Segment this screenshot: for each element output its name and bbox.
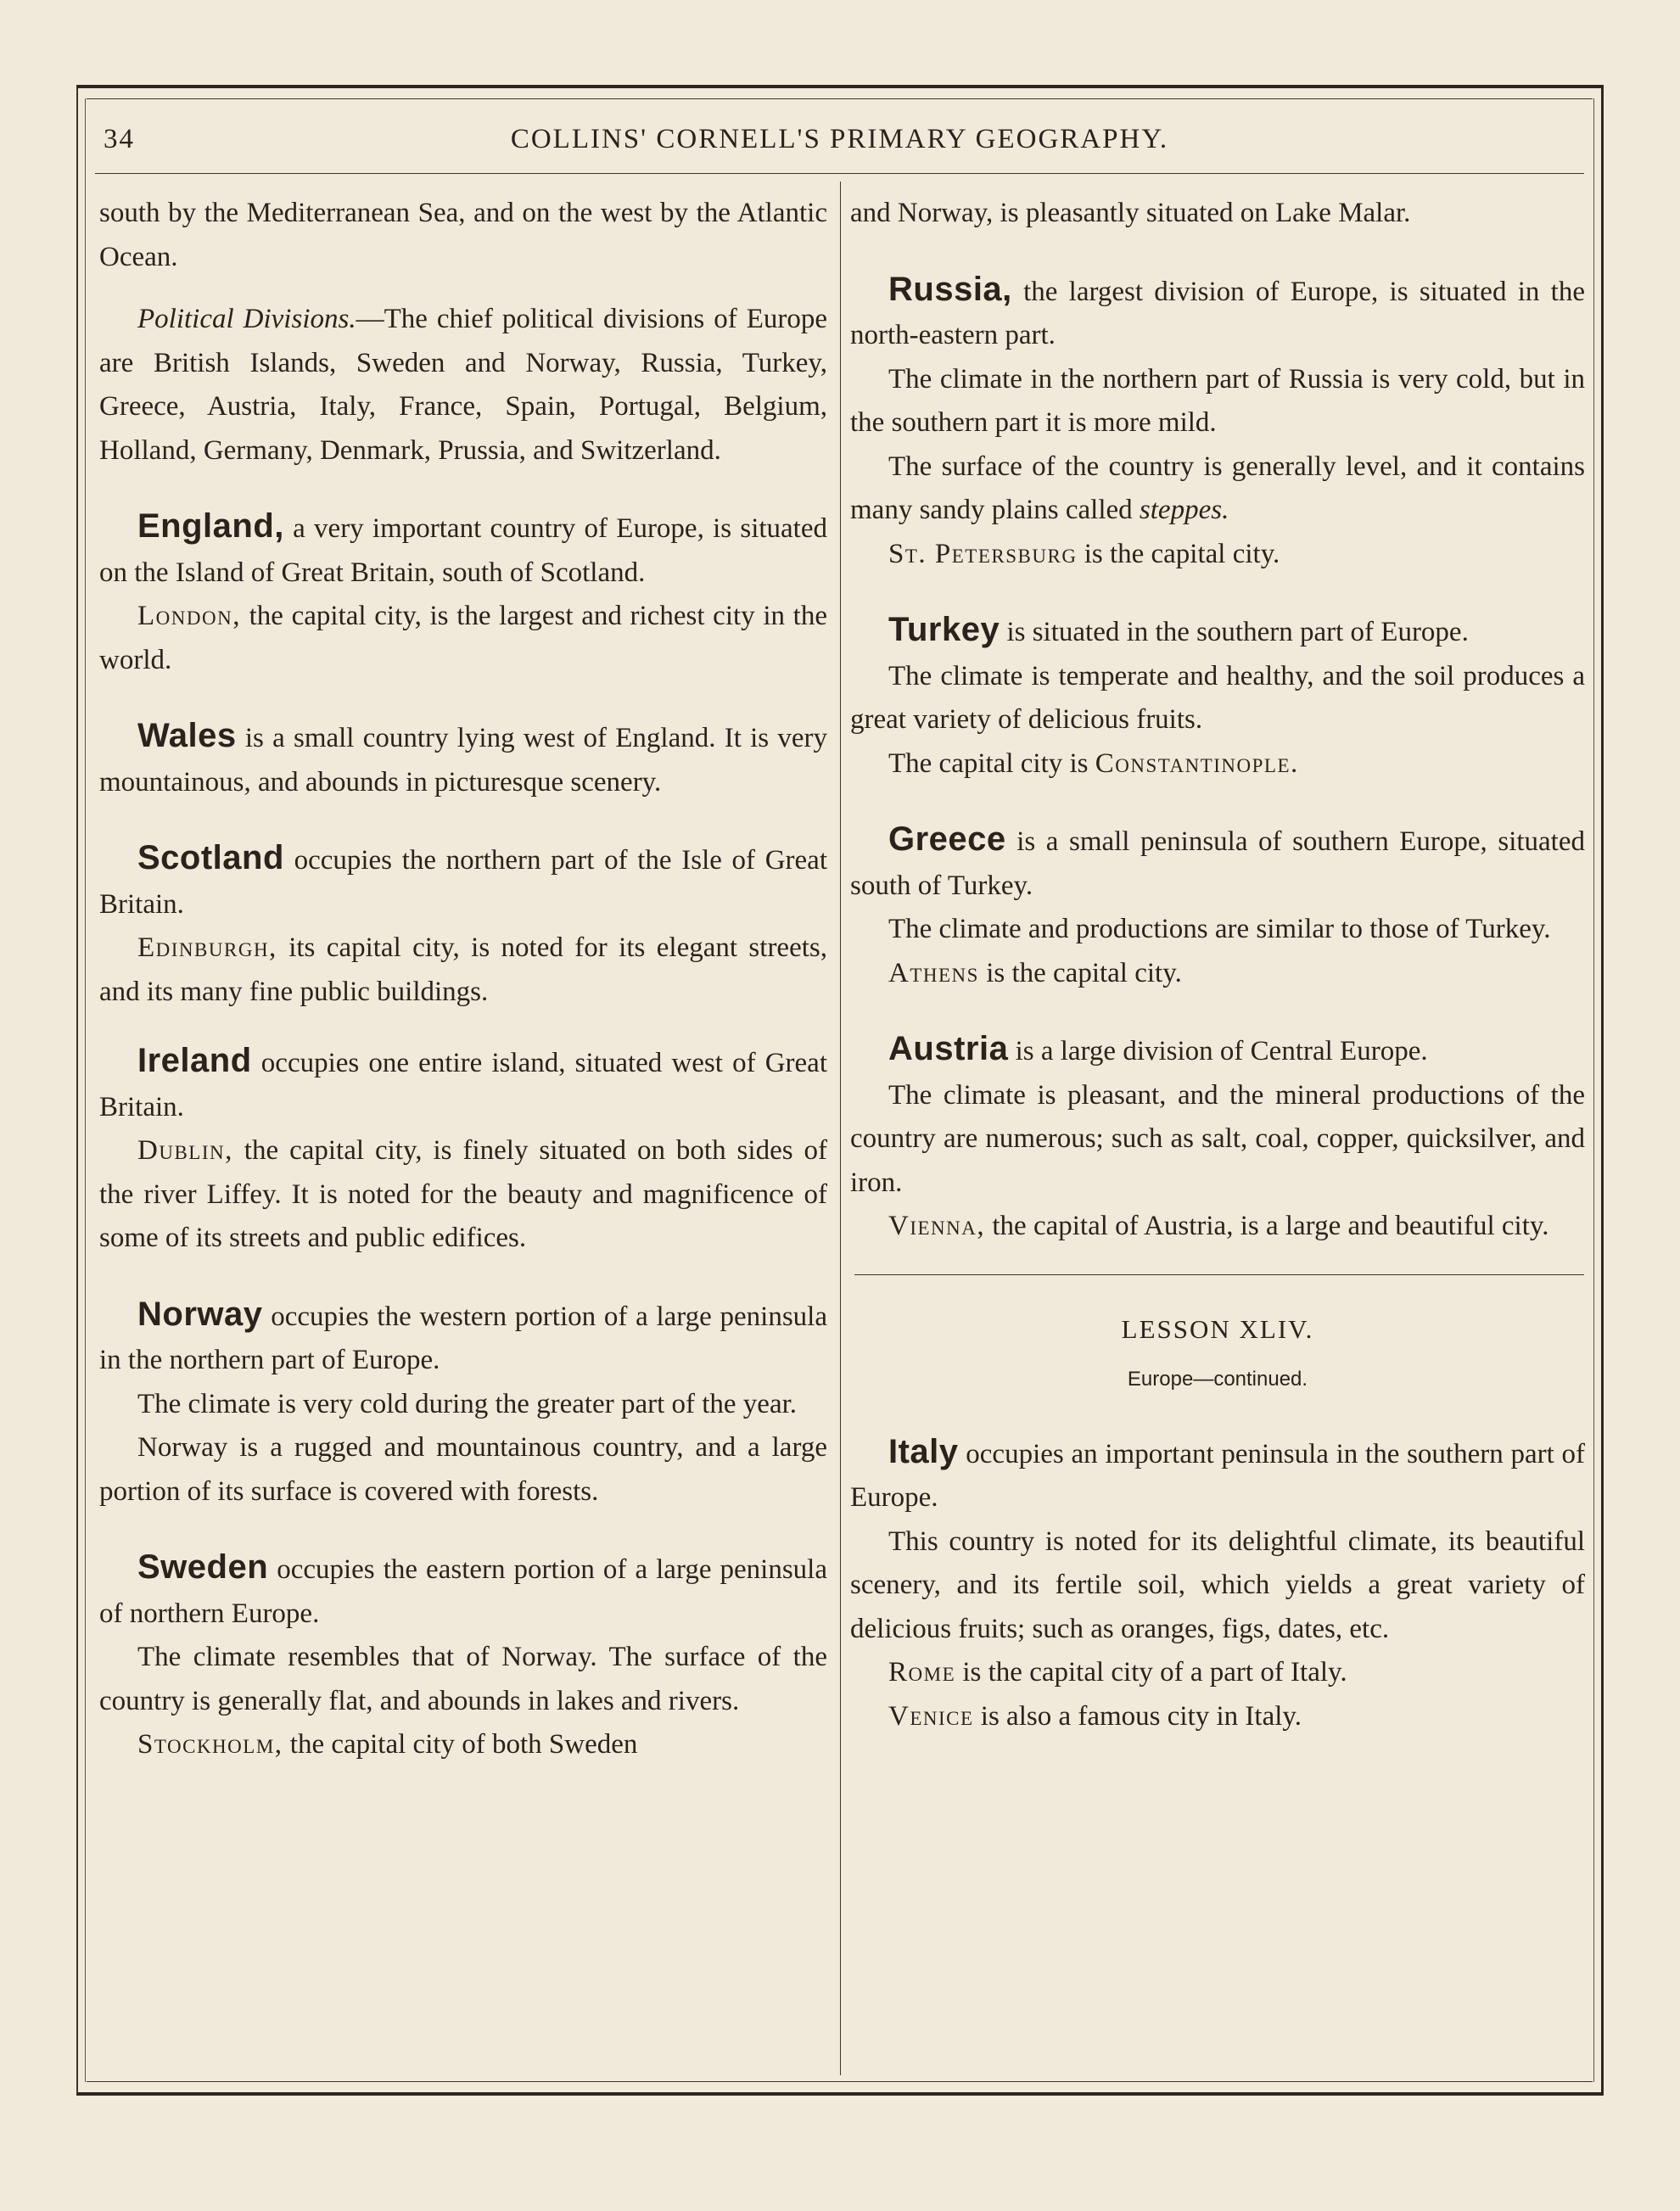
political-divisions-text: —The chief political divisions of Europe are British Islands, Sweden and Norway, Russia, Turkey, Greece, Austria, Italy, France, Spain, Portugal, Belgium, Holland, Germany, Denmark, Prussia, and Switzerland.	[99, 304, 827, 466]
st-petersburg-text: is the capital city.	[1077, 538, 1280, 569]
ireland-heading: Ireland	[137, 1042, 252, 1079]
wales-paragraph	[99, 714, 827, 804]
vienna-paragraph	[850, 1205, 1585, 1249]
turkey-capital-text: The capital city is	[888, 747, 1095, 779]
page-frame	[76, 85, 1604, 2096]
vienna-name: Vienna,	[888, 1211, 986, 1241]
sweden-text: occupies the eastern portion of a large peninsula of northern Europe.	[99, 1554, 827, 1629]
turkey-capital-paragraph	[850, 742, 1585, 786]
london-paragraph	[99, 595, 827, 682]
page-header	[78, 124, 1601, 166]
frame-inner-rule-bottom	[87, 2081, 1593, 2082]
rome-text: is the capital city of a part of Italy.	[955, 1657, 1347, 1688]
athens-name: Athens	[888, 957, 979, 988]
running-title: COLLINS' CORNELL'S PRIMARY GEOGRAPHY.	[510, 124, 1169, 154]
italy-heading: Italy	[888, 1432, 959, 1470]
right-column	[850, 192, 1585, 1738]
dublin-name: Dublin,	[137, 1135, 233, 1166]
greece-text: is a small peninsula of southern Europe, situated south of Turkey.	[850, 826, 1585, 901]
russia-text: the largest division of Europe, is situated in the north-eastern part.	[850, 276, 1585, 350]
rome-paragraph	[850, 1651, 1585, 1695]
lesson-subtitle: Europe—continued.	[1127, 1368, 1308, 1391]
italy-text: occupies an important peninsula in the southern part of Europe.	[850, 1438, 1585, 1513]
venice-paragraph	[850, 1695, 1585, 1739]
austria-paragraph	[850, 1027, 1585, 1074]
header-rule	[95, 173, 1584, 174]
sweden-heading: Sweden	[137, 1548, 269, 1586]
left-column	[99, 192, 827, 1767]
dublin-paragraph	[99, 1129, 827, 1261]
page-number: 34	[104, 124, 135, 154]
wales-heading: Wales	[137, 717, 237, 754]
ireland-paragraph	[99, 1039, 827, 1129]
scotland-text: occupies the northern part of the Isle of Great Britain.	[99, 845, 827, 920]
vienna-text: the capital of Austria, is a large and beautiful city.	[985, 1211, 1549, 1241]
england-text: a very important country of Europe, is situated on the Island of Great Britain, south of Scotland.	[99, 513, 827, 588]
dublin-text: the capital city, is finely situated on both sides of the river Liffey. It is noted for the beauty and magnificence of some of its streets and public edifices.	[99, 1135, 827, 1253]
norway-surface-paragraph: Norway is a rugged and mountainous country, and a large portion of its surface is covered with forests.	[99, 1432, 827, 1507]
russia-paragraph	[850, 268, 1585, 358]
st-petersburg-paragraph	[850, 533, 1585, 577]
column-divider	[840, 182, 841, 2075]
steppes-term: steppes.	[1139, 495, 1229, 525]
paragraph: south by the Mediterranean Sea, and on the west by the Atlantic Ocean.	[99, 198, 827, 272]
scotland-heading: Scotland	[137, 839, 284, 876]
lesson-title: LESSON XLIV.	[1121, 1313, 1314, 1344]
sweden-climate-paragraph: The climate resembles that of Norway. The surface of the country is generally flat, and abounds in lakes and rivers.	[99, 1642, 827, 1716]
london-name: London,	[137, 601, 241, 631]
edinburgh-paragraph	[99, 926, 827, 1014]
frame-inner-rule-left	[85, 98, 86, 2082]
italy-climate-paragraph: This country is noted for its delightful climate, its beautiful scenery, and its fertile soil, which yields a great variety of delicious fruits; such as oranges, figs, dates, etc.	[850, 1525, 1585, 1644]
political-divisions-label: Political Divisions.	[137, 304, 356, 334]
norway-heading: Norway	[137, 1295, 263, 1333]
austria-climate-paragraph: The climate is pleasant, and the mineral productions of the country are numerous; such as salt, coal, copper, quicksilver, and iron.	[850, 1079, 1585, 1198]
italy-paragraph	[850, 1430, 1585, 1520]
england-heading: England,	[137, 507, 284, 545]
edinburgh-text: its capital city, is noted for its elegant streets, and its many fine public buildings.	[99, 932, 827, 1007]
section-separator	[854, 1274, 1584, 1275]
stockholm-text: the capital city of both Sweden	[283, 1729, 638, 1760]
athens-text: is the capital city.	[978, 957, 1182, 988]
ireland-text: occupies one entire island, situated west of Great Britain.	[99, 1048, 827, 1122]
wales-text: is a small country lying west of England. It is very mountainous, and abounds in picturesque scenery.	[99, 723, 827, 798]
political-divisions-paragraph	[99, 298, 827, 473]
stockholm-name: Stockholm,	[137, 1729, 283, 1760]
austria-heading: Austria	[888, 1030, 1009, 1067]
rome-name: Rome	[888, 1657, 956, 1688]
constantinople-name: Constantinople.	[1095, 747, 1299, 779]
sweden-paragraph	[99, 1546, 827, 1636]
continued-paragraph: and Norway, is pleasantly situated on Lake Malar.	[850, 198, 1411, 228]
norway-climate-paragraph: The climate is very cold during the greater part of the year.	[137, 1388, 798, 1419]
frame-inner-rule-top	[87, 98, 1593, 99]
frame-inner-rule-right	[1593, 98, 1594, 2082]
russia-surface-paragraph	[850, 445, 1585, 533]
russia-surface-text: The surface of the country is generally level, and it contains many sandy plains called	[850, 451, 1585, 525]
greece-heading: Greece	[888, 820, 1006, 858]
norway-paragraph	[99, 1293, 827, 1383]
london-text: the capital city, is the largest and richest city in the world.	[99, 601, 827, 675]
venice-name: Venice	[888, 1700, 974, 1732]
scotland-paragraph	[99, 837, 827, 926]
turkey-paragraph	[850, 608, 1585, 655]
venice-text: is also a famous city in Italy.	[973, 1700, 1302, 1732]
st-petersburg-name: St. Petersburg	[888, 538, 1078, 569]
turkey-heading: Turkey	[888, 611, 1000, 648]
edinburgh-name: Edinburgh,	[137, 932, 277, 963]
russia-heading: Russia,	[888, 270, 1012, 308]
russia-climate-paragraph: The climate in the northern part of Russia is very cold, but in the southern part it is more mild.	[850, 363, 1585, 438]
greece-climate-paragraph: The climate and productions are similar to those of Turkey.	[888, 914, 1551, 944]
norway-text: occupies the western portion of a large peninsula in the northern part of Europe.	[99, 1301, 827, 1375]
austria-text: is a large division of Central Europe.	[1008, 1036, 1428, 1066]
england-paragraph	[99, 505, 827, 595]
turkey-text: is situated in the southern part of Europe.	[1000, 617, 1469, 647]
turkey-climate-paragraph: The climate is temperate and healthy, and the soil produces a great variety of delicious fruits.	[850, 660, 1585, 735]
stockholm-paragraph	[99, 1723, 827, 1767]
athens-paragraph	[850, 952, 1585, 996]
greece-paragraph	[850, 818, 1585, 908]
